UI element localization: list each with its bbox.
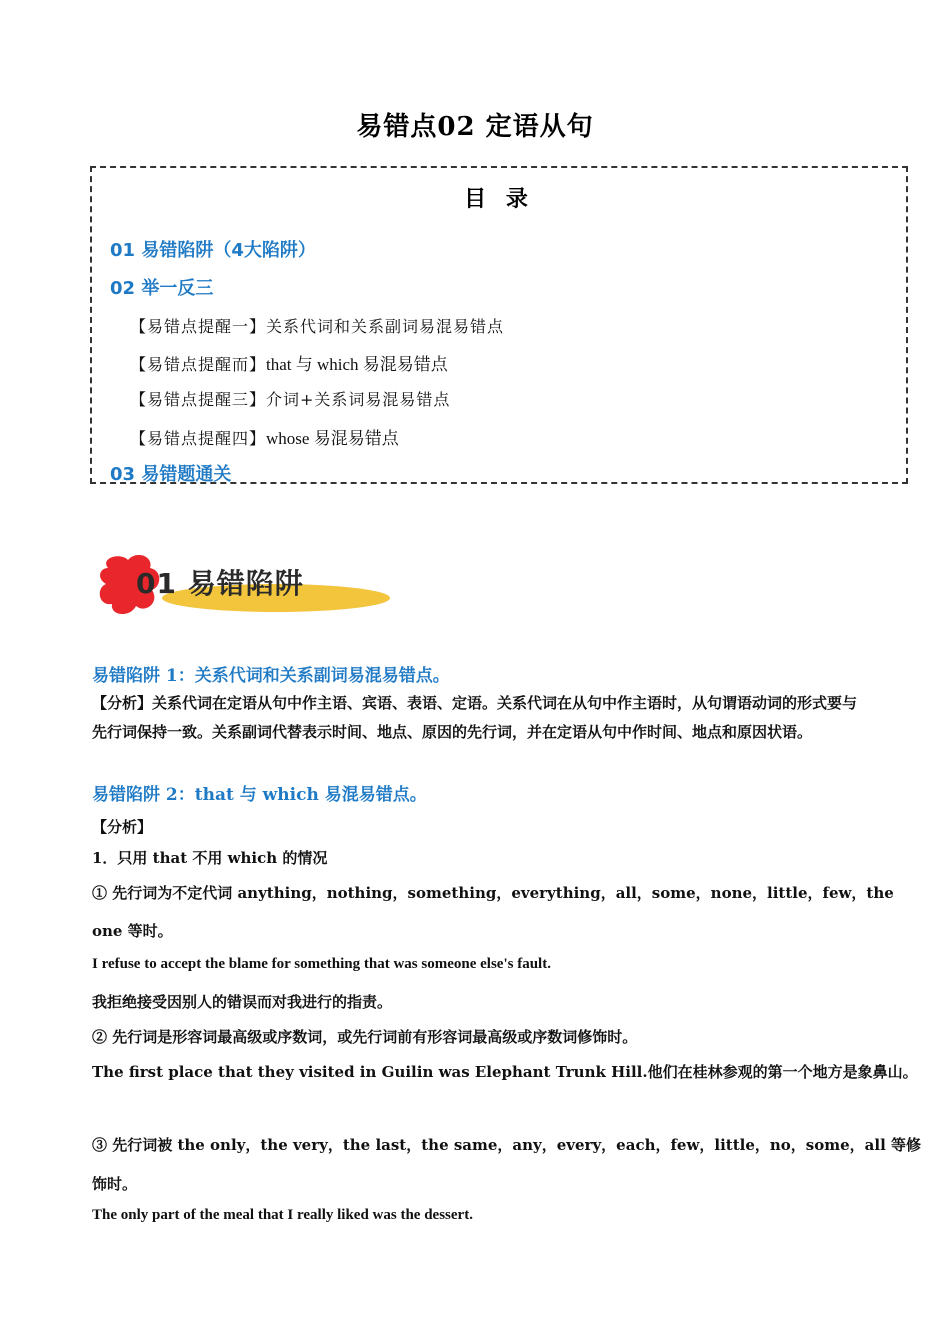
trap2-case2: ② 先行词是形容词最高级或序数词，或先行词前有形容词最高级或序数词修饰时。 [92, 1028, 638, 1046]
toc-subitem-text: 关系代词和关系副词易混易错点 [266, 317, 505, 336]
toc-subitem-text: 介词+关系词易混易错点 [266, 390, 451, 409]
toc-subitem-prefix: 【易错点提醒一】 [130, 317, 267, 336]
trap2-case3-line2: 饰时。 [92, 1175, 138, 1193]
toc-subitem-prefix: 【易错点提醒三】 [130, 390, 267, 409]
trap2-case1-line2: one 等时。 [92, 922, 173, 940]
toc-subitem[interactable] [130, 387, 450, 410]
trap2-case1-example-cn: 我拒绝接受因别人的错误而对我进行的指责。 [92, 993, 393, 1011]
trap2-analysis-label: 【分析】 [92, 818, 153, 836]
trap2-case3-line1: ③ 先行词被 the only，the very，the last，the same，any，every，each，few，little，no，some，all 等修 [92, 1136, 922, 1154]
table-of-contents [90, 166, 908, 484]
trap1-analysis: 【分析】关系代词在定语从句中作主语、宾语、表语、定语。关系代词在从句中作主语时，从句谓语动词的形式要与先行词保持一致。关系副词代替表示时间、地点、原因的先行词，并在定语从句中作时间、地点和原因状语。 [92, 694, 858, 741]
trap2-case3-example: The only part of the meal that I really liked was the dessert. [92, 1207, 473, 1223]
toc-subitem-prefix: 【易错点提醒而】 [130, 355, 267, 374]
toc-item-exercises[interactable]: 03 易错题通关 [110, 464, 232, 485]
toc-item-examples[interactable]: 02 举一反三 [110, 278, 214, 299]
toc-subitem-prefix: 【易错点提醒四】 [130, 429, 267, 448]
section-banner-label: 01 易错陷阱 [136, 567, 304, 600]
trap2-case2-example: The first place that they visited in Guilin was Elephant Trunk Hill.他们在桂林参观的第一个地方是象鼻山。 [92, 1063, 918, 1081]
trap2-point1: 1．只用 that 不用 which 的情况 [92, 849, 328, 867]
trap2-case1-example-en: I refuse to accept the blame for something that was someone else's fault. [92, 956, 551, 972]
trap1-title: 易错陷阱 1：关系代词和关系副词易混易错点。 [92, 666, 450, 686]
toc-item-traps[interactable]: 01 易错陷阱（4大陷阱） [110, 240, 316, 261]
trap2-title: 易错陷阱 2：that 与 which 易混易错点。 [92, 785, 427, 805]
toc-subitem-text: whose 易混易错点 [266, 429, 399, 448]
toc-subitem[interactable] [130, 350, 448, 375]
toc-subitem-text: that 与 which 易混易错点 [266, 355, 448, 374]
trap2-case1-line1: ① 先行词为不定代词 anything，nothing，something，everything，all，some，none，little，few，the [92, 884, 894, 902]
toc-subitem[interactable] [130, 314, 504, 337]
toc-subitem[interactable] [130, 424, 399, 449]
document-title: 易错点02 定语从句 [356, 112, 594, 142]
toc-heading: 目 录 [464, 187, 534, 212]
